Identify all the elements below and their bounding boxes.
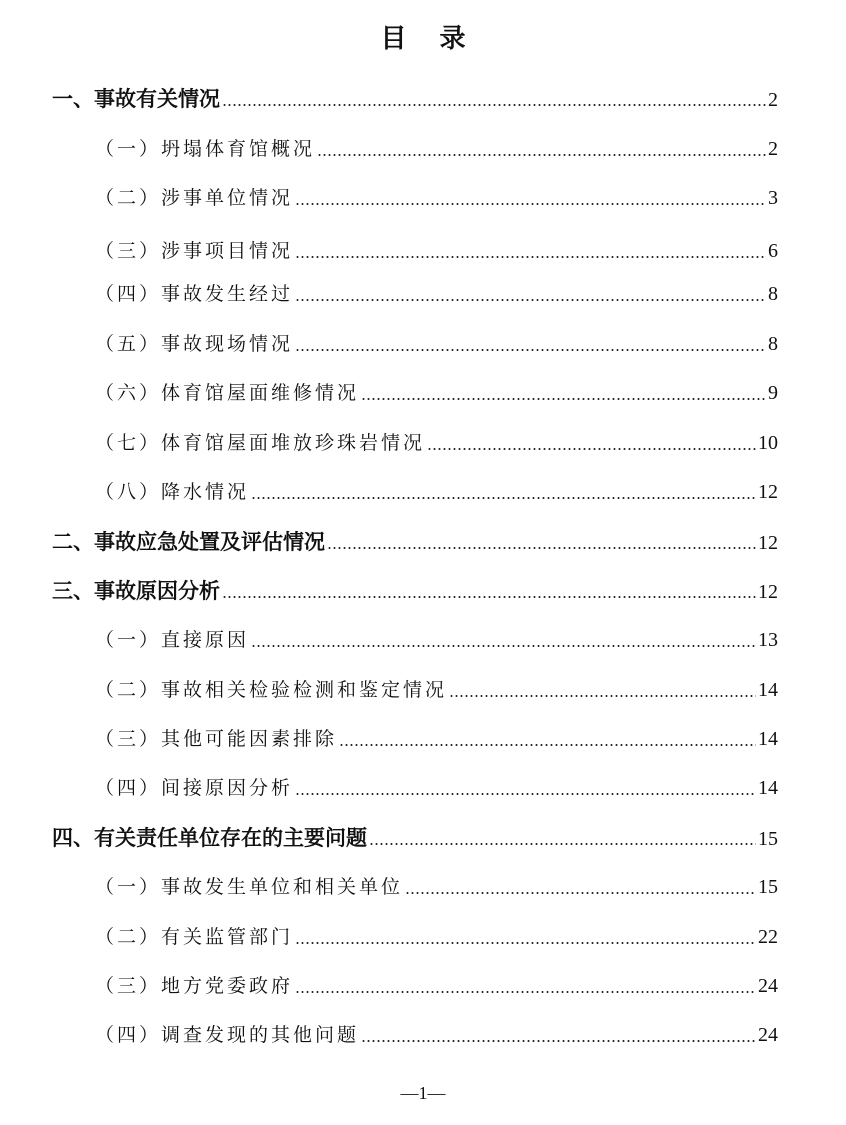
toc-entry-page: 9 — [768, 382, 778, 404]
toc-entry-page: 12 — [758, 532, 778, 554]
toc-entry-label: 四、有关责任单位存在的主要问题 — [52, 826, 367, 850]
toc-entry-page: 3 — [768, 187, 778, 209]
toc-entry-page: 24 — [758, 975, 778, 997]
toc-entry-label: （四）间接原因分析 — [95, 777, 294, 799]
toc-entry-page: 13 — [758, 629, 778, 651]
toc-entry-label: 二、事故应急处置及评估情况 — [52, 530, 325, 554]
toc-entry-label: （六）体育馆屋面维修情况 — [95, 382, 360, 404]
toc-entry-page: 2 — [768, 138, 778, 160]
toc-entry-label: （二）事故相关检验检测和鉴定情况 — [95, 679, 448, 701]
dot-leader — [369, 843, 756, 845]
toc-entry[interactable] — [95, 675, 778, 705]
toc-entry[interactable] — [52, 84, 778, 114]
dot-leader — [222, 596, 756, 598]
toc-entry-page: 8 — [768, 333, 778, 355]
toc-entry-page: 10 — [758, 432, 778, 454]
toc-entry-label: （五）事故现场情况 — [95, 333, 294, 355]
toc-entry-page: 15 — [758, 876, 778, 898]
toc-entry-page: 24 — [758, 1024, 778, 1046]
toc-entry-page: 14 — [758, 679, 778, 701]
dot-leader — [361, 1040, 756, 1042]
dot-leader — [295, 256, 766, 258]
dot-leader — [427, 448, 756, 450]
toc-entry-label: （三）地方党委政府 — [95, 975, 294, 997]
toc-entry-label: （四）调查发现的其他问题 — [95, 1024, 360, 1046]
dot-leader — [295, 299, 766, 301]
toc-entry-page: 2 — [768, 89, 778, 111]
toc-entry-page: 14 — [758, 728, 778, 750]
toc-entry[interactable] — [95, 872, 778, 902]
toc-entry-page: 12 — [758, 481, 778, 503]
toc-entry[interactable] — [95, 183, 778, 213]
dot-leader — [295, 942, 756, 944]
toc-entry[interactable] — [95, 378, 778, 408]
toc-entry[interactable] — [95, 477, 778, 507]
toc-entry-page: 6 — [768, 240, 778, 262]
toc-entry-label: （一）坍塌体育馆概况 — [95, 138, 316, 160]
dot-leader — [295, 349, 766, 351]
toc-entry-label: （八）降水情况 — [95, 481, 250, 503]
toc-entry[interactable] — [52, 527, 778, 557]
toc-entry-label: （七）体育馆屋面堆放珍珠岩情况 — [95, 432, 426, 454]
toc-entry[interactable] — [95, 625, 778, 655]
toc-entry[interactable] — [95, 971, 778, 1001]
toc-entry[interactable] — [95, 236, 778, 266]
dot-leader — [251, 497, 756, 499]
toc-entry-label: （三）其他可能因素排除 — [95, 728, 338, 750]
dot-leader — [405, 892, 756, 894]
toc-entry-page: 22 — [758, 926, 778, 948]
toc-entry-page: 15 — [758, 828, 778, 850]
toc-entry[interactable] — [95, 922, 778, 952]
toc-entry-label: （四）事故发生经过 — [95, 283, 294, 305]
toc-entry[interactable] — [95, 134, 778, 164]
toc-entry-label: 一、事故有关情况 — [52, 87, 220, 111]
toc-entry-page: 8 — [768, 283, 778, 305]
toc-entry-label: （一）事故发生单位和相关单位 — [95, 876, 404, 898]
dot-leader — [361, 398, 766, 400]
toc-entry-page: 12 — [758, 581, 778, 603]
dot-leader — [449, 695, 756, 697]
toc-entry[interactable] — [52, 823, 778, 853]
dot-leader — [339, 744, 756, 746]
dot-leader — [317, 154, 766, 156]
toc-entry-label: （三）涉事项目情况 — [95, 240, 294, 262]
toc-entry[interactable] — [95, 279, 778, 309]
toc-entry-label: 三、事故原因分析 — [52, 579, 220, 603]
toc-entry-label: （二）有关监管部门 — [95, 926, 294, 948]
dot-leader — [222, 104, 766, 106]
dot-leader — [251, 645, 756, 647]
toc-entry[interactable] — [95, 329, 778, 359]
toc-entry-label: （二）涉事单位情况 — [95, 187, 294, 209]
page-number-footer: —1— — [400, 1083, 446, 1103]
toc-entry[interactable] — [95, 428, 778, 458]
toc-entry[interactable] — [95, 773, 778, 803]
toc-entry[interactable] — [52, 576, 778, 606]
toc-entry-label: （一）直接原因 — [95, 629, 250, 651]
toc-entry-page: 14 — [758, 777, 778, 799]
toc-title: 目 录 — [380, 24, 478, 54]
toc-entry[interactable] — [95, 724, 778, 754]
dot-leader — [327, 547, 756, 549]
toc-entry[interactable] — [95, 1020, 778, 1050]
dot-leader — [295, 991, 756, 993]
dot-leader — [295, 203, 766, 205]
dot-leader — [295, 793, 756, 795]
